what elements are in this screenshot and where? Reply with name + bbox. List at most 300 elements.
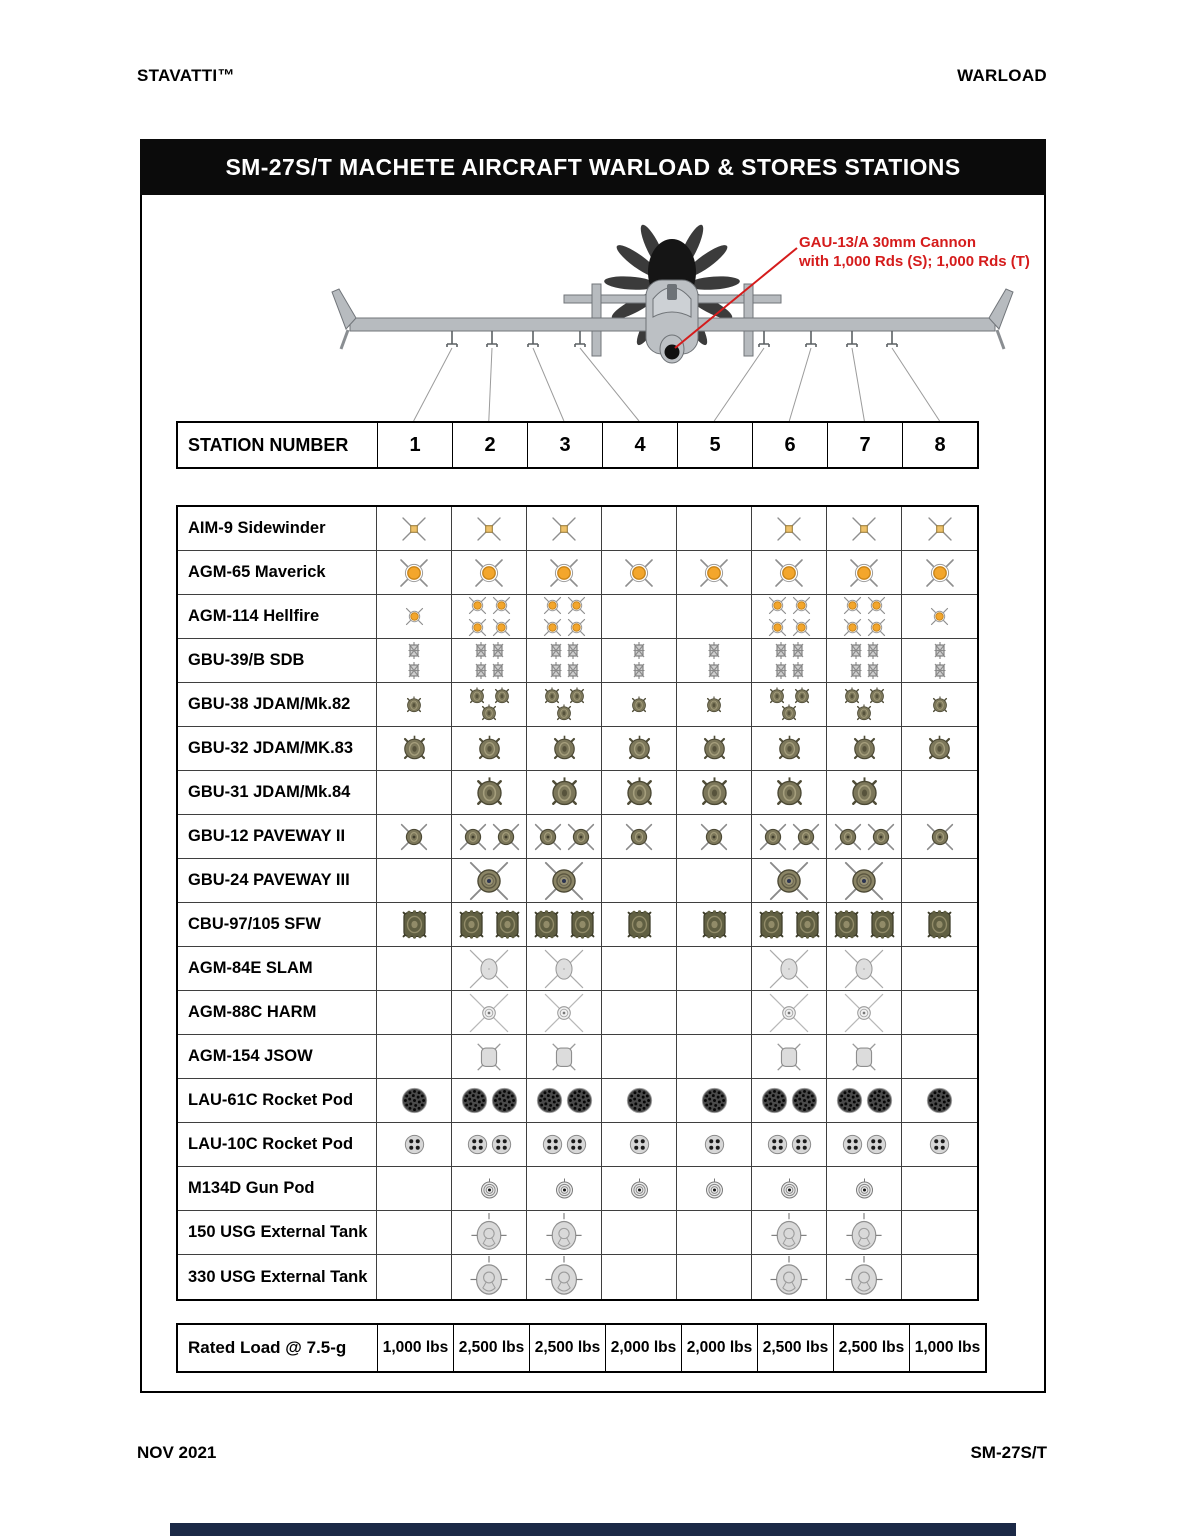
sdb-icon	[566, 661, 580, 680]
matrix-cell	[752, 903, 827, 947]
matrix-cell	[452, 771, 527, 815]
mk84-jdam-icon	[545, 773, 584, 812]
sdb-icon	[407, 661, 421, 680]
matrix-cell	[452, 815, 527, 859]
maverick-icon	[472, 556, 506, 590]
matrix-cell	[827, 1255, 902, 1299]
mk82-jdam-icon	[703, 694, 725, 716]
gbu24-paveway-icon	[768, 860, 810, 902]
fuel-tank-large-icon	[844, 1255, 884, 1299]
harm-icon	[768, 992, 810, 1034]
matrix-cell	[452, 859, 527, 903]
matrix-cell	[377, 771, 452, 815]
matrix-cell	[527, 1123, 602, 1167]
matrix-cell	[902, 859, 977, 903]
mk82-jdam-icon	[478, 702, 500, 724]
matrix-cell	[377, 1035, 452, 1079]
sdb-icon	[849, 661, 863, 680]
matrix-cell	[527, 1167, 602, 1211]
matrix-cell	[527, 815, 602, 859]
matrix-cell	[602, 815, 677, 859]
matrix-cell	[452, 639, 527, 683]
matrix-cell	[677, 1167, 752, 1211]
sidewinder-icon	[774, 514, 804, 544]
matrix-cell	[677, 1079, 752, 1123]
hellfire-icon	[791, 617, 812, 638]
weapon-row-label: GBU-39/B SDB	[178, 639, 377, 683]
page-header-section: WARLOAD	[957, 66, 1047, 85]
gbu12-paveway-icon	[491, 822, 521, 852]
lau61-rocket-pod-icon	[461, 1087, 488, 1114]
rated-load-value: 2,500 lbs	[529, 1325, 605, 1371]
harm-icon	[468, 992, 510, 1034]
gbu12-paveway-icon	[624, 822, 654, 852]
sdb-icon	[491, 641, 505, 660]
matrix-cell	[677, 639, 752, 683]
matrix-cell	[752, 859, 827, 903]
mk84-jdam-icon	[620, 773, 659, 812]
fuel-tank-icon	[545, 1212, 583, 1254]
rated-load-label: Rated Load @ 7.5-g	[188, 1338, 347, 1357]
matrix-cell	[752, 595, 827, 639]
page-title: SM-27S/T MACHETE AIRCRAFT WARLOAD & STORES STATIONS	[140, 139, 1046, 195]
left-winglet	[332, 289, 356, 349]
cbu97-sfw-icon	[755, 908, 788, 941]
matrix-cell	[752, 1255, 827, 1299]
lau61-rocket-pod-icon	[401, 1087, 428, 1114]
weapon-row-label: GBU-12 PAVEWAY II	[178, 815, 377, 859]
matrix-cell	[752, 1211, 827, 1255]
matrix-cell	[527, 595, 602, 639]
hellfire-icon	[767, 595, 788, 616]
matrix-cell	[902, 815, 977, 859]
matrix-cell	[902, 595, 977, 639]
gbu12-paveway-icon	[758, 822, 788, 852]
weapon-row-label: GBU-32 JDAM/MK.83	[178, 727, 377, 771]
mk82-jdam-icon	[853, 702, 875, 724]
fuel-tank-icon	[845, 1212, 883, 1254]
rated-load-value: 1,000 lbs	[377, 1325, 453, 1371]
gbu24-paveway-icon	[843, 860, 885, 902]
matrix-cell	[452, 1079, 527, 1123]
cbu97-sfw-icon	[698, 908, 731, 941]
hellfire-icon	[842, 617, 863, 638]
hellfire-icon	[542, 595, 563, 616]
matrix-cell	[452, 595, 527, 639]
matrix-cell	[902, 1035, 977, 1079]
station-number-7: 7	[827, 423, 902, 467]
matrix-cell	[527, 1079, 602, 1123]
matrix-cell	[677, 771, 752, 815]
maverick-icon	[847, 556, 881, 590]
mk83-jdam-icon	[698, 732, 731, 765]
matrix-cell	[527, 683, 602, 727]
matrix-cell	[902, 991, 977, 1035]
weapon-row-label: AGM-84E SLAM	[178, 947, 377, 991]
matrix-cell	[377, 1123, 452, 1167]
footer-model: SM-27S/T	[970, 1443, 1047, 1462]
gbu12-paveway-icon	[833, 822, 863, 852]
matrix-cell	[827, 815, 902, 859]
sdb-icon	[549, 661, 563, 680]
m134-gun-pod-icon	[480, 1178, 499, 1199]
cbu97-sfw-icon	[455, 908, 488, 941]
matrix-cell	[752, 683, 827, 727]
station-number-5: 5	[677, 423, 752, 467]
sdb-icon	[707, 661, 721, 680]
hellfire-icon	[866, 617, 887, 638]
station-number-1: 1	[377, 423, 452, 467]
matrix-cell	[677, 1035, 752, 1079]
sidewinder-icon	[549, 514, 579, 544]
matrix-cell	[377, 947, 452, 991]
matrix-cell	[377, 1079, 452, 1123]
matrix-cell	[752, 815, 827, 859]
gbu12-paveway-icon	[566, 822, 596, 852]
mk83-jdam-icon	[923, 732, 956, 765]
matrix-cell	[452, 507, 527, 551]
matrix-cell	[827, 551, 902, 595]
slam-icon	[543, 948, 585, 990]
cbu97-sfw-icon	[623, 908, 656, 941]
fuel-tank-large-icon	[469, 1255, 509, 1299]
matrix-cell	[377, 639, 452, 683]
matrix-cell	[602, 727, 677, 771]
matrix-cell	[602, 507, 677, 551]
matrix-cell	[452, 551, 527, 595]
maverick-icon	[697, 556, 731, 590]
matrix-cell	[377, 903, 452, 947]
sdb-icon	[566, 641, 580, 660]
matrix-cell	[527, 727, 602, 771]
matrix-cell	[677, 1211, 752, 1255]
lau61-rocket-pod-icon	[566, 1087, 593, 1114]
matrix-cell	[827, 1211, 902, 1255]
matrix-cell	[377, 815, 452, 859]
matrix-cell	[602, 1035, 677, 1079]
weapon-row-label: AIM-9 Sidewinder	[178, 507, 377, 551]
right-winglet	[989, 289, 1013, 349]
station-number-8: 8	[902, 423, 977, 467]
matrix-cell	[902, 683, 977, 727]
sdb-icon	[632, 661, 646, 680]
matrix-cell	[527, 639, 602, 683]
maverick-icon	[397, 556, 431, 590]
matrix-cell	[527, 859, 602, 903]
matrix-cell	[377, 1255, 452, 1299]
matrix-cell	[377, 551, 452, 595]
gbu12-paveway-icon	[866, 822, 896, 852]
matrix-cell	[677, 859, 752, 903]
cbu97-sfw-icon	[791, 908, 824, 941]
matrix-cell	[527, 991, 602, 1035]
harm-icon	[543, 992, 585, 1034]
rated-load-value: 2,000 lbs	[681, 1325, 757, 1371]
weapon-row-label: GBU-31 JDAM/Mk.84	[178, 771, 377, 815]
weapon-row-label: 330 USG External Tank	[178, 1255, 377, 1299]
lau10-rocket-pod-icon	[404, 1134, 425, 1155]
sdb-icon	[866, 661, 880, 680]
station-number-label: STATION NUMBER	[188, 434, 349, 455]
lau61-rocket-pod-icon	[926, 1087, 953, 1114]
jsow-icon	[773, 1041, 805, 1073]
mk84-jdam-icon	[695, 773, 734, 812]
lau10-rocket-pod-icon	[566, 1134, 587, 1155]
matrix-cell	[602, 551, 677, 595]
mk82-jdam-icon	[929, 694, 951, 716]
sdb-icon	[407, 641, 421, 660]
matrix-cell	[677, 683, 752, 727]
sdb-icon	[774, 661, 788, 680]
lau61-rocket-pod-icon	[761, 1087, 788, 1114]
matrix-cell	[452, 1211, 527, 1255]
matrix-cell	[527, 903, 602, 947]
matrix-cell	[677, 815, 752, 859]
matrix-cell	[827, 727, 902, 771]
maverick-icon	[622, 556, 656, 590]
matrix-cell	[452, 683, 527, 727]
sdb-icon	[933, 641, 947, 660]
sdb-icon	[774, 641, 788, 660]
matrix-cell	[902, 903, 977, 947]
aircraft-front-view-illustration	[140, 196, 1046, 425]
sidewinder-icon	[849, 514, 879, 544]
sdb-icon	[474, 641, 488, 660]
matrix-cell	[452, 903, 527, 947]
matrix-cell	[602, 639, 677, 683]
matrix-cell	[902, 771, 977, 815]
lau10-rocket-pod-icon	[929, 1134, 950, 1155]
hellfire-icon	[929, 606, 950, 627]
fuel-tank-large-icon	[769, 1255, 809, 1299]
aircraft-svg	[140, 196, 1046, 425]
hellfire-icon	[566, 617, 587, 638]
jsow-icon	[473, 1041, 505, 1073]
mk83-jdam-icon	[398, 732, 431, 765]
matrix-cell	[527, 1211, 602, 1255]
cbu97-sfw-icon	[398, 908, 431, 941]
matrix-cell	[902, 1167, 977, 1211]
cbu97-sfw-icon	[866, 908, 899, 941]
matrix-cell	[752, 947, 827, 991]
fuel-tank-large-icon	[544, 1255, 584, 1299]
matrix-cell	[602, 1255, 677, 1299]
rated-load-table	[176, 1323, 987, 1373]
matrix-cell	[902, 1211, 977, 1255]
matrix-cell	[377, 859, 452, 903]
matrix-cell	[827, 859, 902, 903]
hellfire-icon	[791, 595, 812, 616]
matrix-cell	[752, 727, 827, 771]
matrix-cell	[602, 1167, 677, 1211]
matrix-cell	[602, 1079, 677, 1123]
warload-matrix-table	[176, 505, 979, 1301]
maverick-icon	[772, 556, 806, 590]
maverick-icon	[923, 556, 957, 590]
matrix-cell	[677, 727, 752, 771]
mk82-jdam-icon	[628, 694, 650, 716]
mk82-jdam-icon	[778, 702, 800, 724]
lau10-rocket-pod-icon	[791, 1134, 812, 1155]
weapon-row-label: CBU-97/105 SFW	[178, 903, 377, 947]
matrix-cell	[452, 1123, 527, 1167]
lau10-rocket-pod-icon	[629, 1134, 650, 1155]
sdb-icon	[632, 641, 646, 660]
matrix-cell	[827, 683, 902, 727]
matrix-cell	[827, 991, 902, 1035]
matrix-cell	[677, 595, 752, 639]
station-number-table	[176, 421, 979, 469]
matrix-cell	[902, 507, 977, 551]
mk83-jdam-icon	[548, 732, 581, 765]
cannon-callout-line1: GAU-13/A 30mm Cannon	[799, 234, 976, 251]
rated-load-value: 2,500 lbs	[833, 1325, 909, 1371]
lau61-rocket-pod-icon	[791, 1087, 818, 1114]
matrix-cell	[827, 1035, 902, 1079]
sdb-icon	[849, 641, 863, 660]
matrix-cell	[602, 947, 677, 991]
matrix-cell	[902, 1079, 977, 1123]
matrix-cell	[752, 1167, 827, 1211]
matrix-cell	[527, 1255, 602, 1299]
fuel-tank-icon	[770, 1212, 808, 1254]
mk83-jdam-icon	[773, 732, 806, 765]
gbu24-paveway-icon	[468, 860, 510, 902]
rated-load-value: 2,500 lbs	[453, 1325, 529, 1371]
rated-load-value: 2,500 lbs	[757, 1325, 833, 1371]
lau10-rocket-pod-icon	[542, 1134, 563, 1155]
hellfire-icon	[491, 617, 512, 638]
weapon-row-label: AGM-88C HARM	[178, 991, 377, 1035]
matrix-cell	[602, 1211, 677, 1255]
matrix-cell	[602, 683, 677, 727]
matrix-cell	[602, 991, 677, 1035]
mk84-jdam-icon	[845, 773, 884, 812]
mk82-jdam-icon	[403, 694, 425, 716]
matrix-cell	[527, 1035, 602, 1079]
matrix-cell	[677, 947, 752, 991]
sdb-icon	[549, 641, 563, 660]
harm-icon	[843, 992, 885, 1034]
matrix-cell	[827, 595, 902, 639]
sdb-icon	[933, 661, 947, 680]
hellfire-icon	[491, 595, 512, 616]
matrix-cell	[452, 1255, 527, 1299]
gbu12-paveway-icon	[699, 822, 729, 852]
mk84-jdam-icon	[470, 773, 509, 812]
mk82-jdam-icon	[553, 702, 575, 724]
matrix-cell	[602, 1123, 677, 1167]
matrix-cell	[527, 771, 602, 815]
matrix-cell	[677, 1255, 752, 1299]
matrix-cell	[677, 903, 752, 947]
cannon-callout	[799, 233, 1030, 271]
lau61-rocket-pod-icon	[701, 1087, 728, 1114]
hellfire-icon	[404, 606, 425, 627]
matrix-cell	[902, 947, 977, 991]
matrix-cell	[677, 507, 752, 551]
sidewinder-icon	[474, 514, 504, 544]
matrix-cell	[752, 551, 827, 595]
station-number-2: 2	[452, 423, 527, 467]
rated-load-value: 1,000 lbs	[909, 1325, 985, 1371]
mk84-jdam-icon	[770, 773, 809, 812]
matrix-cell	[677, 1123, 752, 1167]
sdb-icon	[791, 661, 805, 680]
sdb-icon	[866, 641, 880, 660]
slam-icon	[843, 948, 885, 990]
jsow-icon	[848, 1041, 880, 1073]
cbu97-sfw-icon	[566, 908, 599, 941]
station-number-6: 6	[752, 423, 827, 467]
sdb-icon	[791, 641, 805, 660]
matrix-cell	[452, 991, 527, 1035]
weapon-row-label: LAU-61C Rocket Pod	[178, 1079, 377, 1123]
cbu97-sfw-icon	[923, 908, 956, 941]
sdb-icon	[707, 641, 721, 660]
maverick-icon	[547, 556, 581, 590]
matrix-cell	[902, 1123, 977, 1167]
footer-date: NOV 2021	[137, 1443, 217, 1462]
hellfire-icon	[866, 595, 887, 616]
lau61-rocket-pod-icon	[491, 1087, 518, 1114]
matrix-cell	[752, 771, 827, 815]
matrix-cell	[677, 551, 752, 595]
matrix-cell	[677, 991, 752, 1035]
hellfire-icon	[467, 595, 488, 616]
cbu97-sfw-icon	[491, 908, 524, 941]
matrix-cell	[527, 507, 602, 551]
matrix-cell	[752, 507, 827, 551]
sidewinder-icon	[925, 514, 955, 544]
matrix-cell	[377, 683, 452, 727]
slam-icon	[468, 948, 510, 990]
matrix-cell	[377, 1167, 452, 1211]
matrix-cell	[902, 1255, 977, 1299]
rated-load-value: 2,000 lbs	[605, 1325, 681, 1371]
weapon-row-label: AGM-154 JSOW	[178, 1035, 377, 1079]
weapon-row-label: M134D Gun Pod	[178, 1167, 377, 1211]
canopy-frame	[667, 284, 677, 300]
matrix-cell	[452, 727, 527, 771]
matrix-cell	[452, 1167, 527, 1211]
matrix-cell	[377, 595, 452, 639]
m134-gun-pod-icon	[780, 1178, 799, 1199]
matrix-cell	[377, 507, 452, 551]
matrix-cell	[752, 1123, 827, 1167]
m134-gun-pod-icon	[555, 1178, 574, 1199]
hellfire-icon	[842, 595, 863, 616]
gbu12-paveway-icon	[399, 822, 429, 852]
cbu97-sfw-icon	[830, 908, 863, 941]
matrix-cell	[377, 727, 452, 771]
lau61-rocket-pod-icon	[536, 1087, 563, 1114]
matrix-cell	[602, 595, 677, 639]
gbu12-paveway-icon	[458, 822, 488, 852]
slam-icon	[768, 948, 810, 990]
weapon-row-label: AGM-65 Maverick	[178, 551, 377, 595]
matrix-cell	[827, 771, 902, 815]
matrix-cell	[527, 551, 602, 595]
gbu12-paveway-icon	[533, 822, 563, 852]
brand-logo-text: STAVATTI™	[137, 66, 235, 85]
jsow-icon	[548, 1041, 580, 1073]
lau61-rocket-pod-icon	[836, 1087, 863, 1114]
matrix-cell	[902, 727, 977, 771]
matrix-cell	[527, 947, 602, 991]
weapon-row-label: LAU-10C Rocket Pod	[178, 1123, 377, 1167]
cannon-callout-line2: with 1,000 Rds (S); 1,000 Rds (T)	[799, 253, 1030, 270]
